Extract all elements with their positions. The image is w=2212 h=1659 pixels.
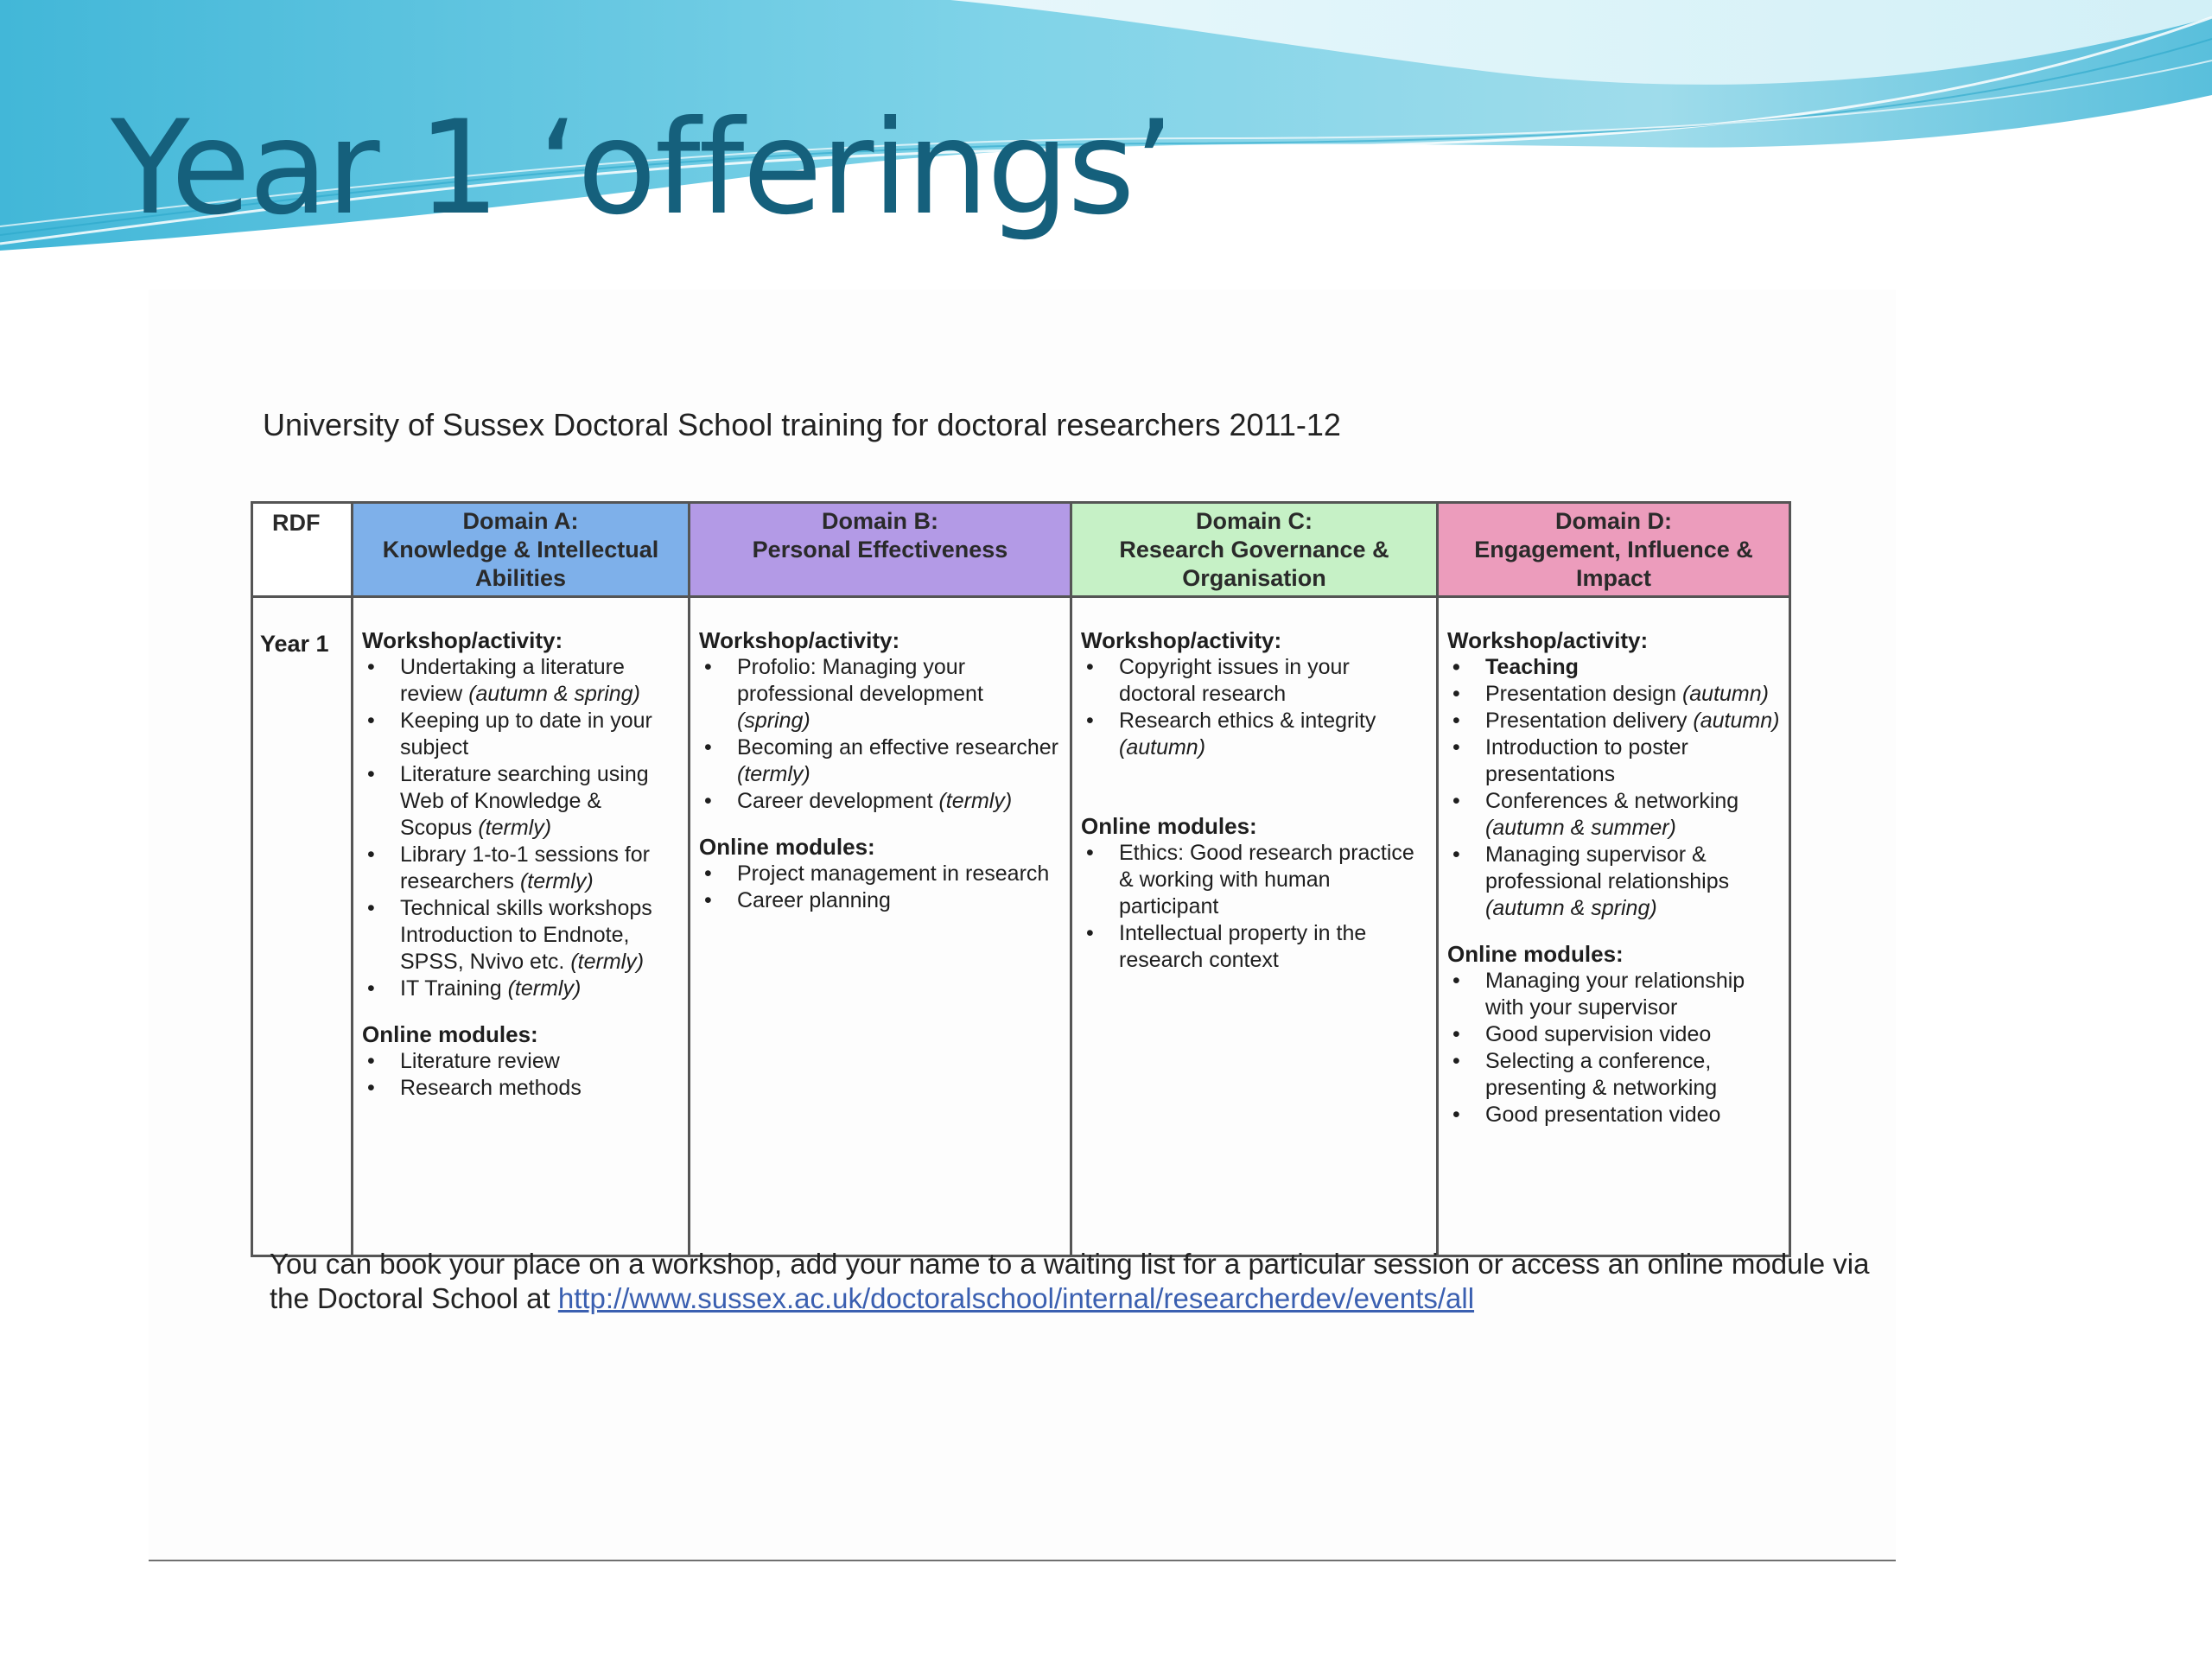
domain-a-cell [353,597,690,1256]
booking-note-text: You can book your place on a workshop, add your name to a waiting list for a particular session or access an online module via the Doctoral School at [270,1248,1870,1314]
online-heading: Online modules: [699,834,875,860]
domain-a-label: Domain A: [462,508,579,534]
list-item: • Good supervision video [1447,1021,1780,1048]
online-heading: Online modules: [362,1021,538,1047]
domain-c-online-list [1081,840,1427,974]
domain-a-subtitle: Knowledge & Intellectual Abilities [382,537,659,591]
table-header-row [252,503,1790,597]
list-item: • Teaching [1447,654,1780,681]
list-item: • Library 1-to-1 sessions for researchers (termly) [362,842,679,895]
list-item: • Becoming an effective researcher (termly) [699,734,1061,788]
workshop-heading: Workshop/activity: [699,627,900,653]
list-item: • Presentation delivery (autumn) [1447,708,1780,734]
domain-d-online-list [1447,968,1780,1128]
list-item: • Research ethics & integrity (autumn) [1081,708,1427,761]
domain-a-online-list [362,1048,679,1102]
domain-b-workshop-list [699,654,1061,815]
list-item: • Selecting a conference, presenting & networking [1447,1048,1780,1102]
domain-a-workshop-list [362,654,679,1002]
list-item: • Profolio: Managing your professional development (spring) [699,654,1061,734]
domain-d-workshop-list [1447,654,1780,922]
list-item: • Literature searching using Web of Knowledge & Scopus (termly) [362,761,679,842]
rdf-header: RDF [252,503,353,597]
domain-b-cell [690,597,1071,1256]
document-heading: University of Sussex Doctoral School training for doctoral researchers 2011-12 [263,407,1341,442]
training-table [251,501,1791,1257]
domain-d-header [1438,503,1790,597]
row-label-year-1: Year 1 [252,597,353,1256]
list-item: • IT Training (termly) [362,976,679,1002]
domain-c-workshop-list [1081,654,1427,761]
list-item: • Managing your relationship with your supervisor [1447,968,1780,1021]
booking-note [270,1247,1894,1316]
workshop-heading: Workshop/activity: [1081,627,1282,653]
domain-b-label: Domain B: [822,508,938,534]
list-item: • Research methods [362,1075,679,1102]
domain-d-subtitle: Engagement, Influence & Impact [1474,537,1753,591]
scanned-document [149,289,1896,1561]
list-item: • Project management in research [699,861,1061,887]
list-item: • Technical skills workshops Introduction to Endnote, SPSS, Nvivo etc. (termly) [362,895,679,976]
list-item: • Presentation design (autumn) [1447,681,1780,708]
domain-c-label: Domain C: [1196,508,1313,534]
online-heading: Online modules: [1081,813,1257,839]
year-1-row [252,597,1790,1256]
list-item: • Undertaking a literature review (autumn & spring) [362,654,679,708]
list-item: • Introduction to poster presentations [1447,734,1780,788]
list-item: • Keeping up to date in your subject [362,708,679,761]
domain-b-online-list [699,861,1061,914]
domain-b-subtitle: Personal Effectiveness [752,537,1008,563]
workshop-heading: Workshop/activity: [1447,627,1649,653]
list-item: • Good presentation video [1447,1102,1780,1128]
domain-d-cell [1438,597,1790,1256]
list-item: • Intellectual property in the research context [1081,920,1427,974]
events-link[interactable]: http://www.sussex.ac.uk/doctoralschool/internal/researcherdev/events/all [557,1282,1475,1314]
list-item: • Literature review [362,1048,679,1075]
workshop-heading: Workshop/activity: [362,627,563,653]
domain-c-cell [1071,597,1438,1256]
list-item: • Conferences & networking (autumn & summer) [1447,788,1780,842]
list-item: • Career planning [699,887,1061,914]
list-item: • Ethics: Good research practice & working with human participant [1081,840,1427,920]
slide-title: Year 1 ‘offerings’ [111,93,1173,244]
domain-d-label: Domain D: [1555,508,1672,534]
list-item: • Career development (termly) [699,788,1061,815]
domain-c-subtitle: Research Governance & Organisation [1119,537,1389,591]
online-heading: Online modules: [1447,941,1624,967]
domain-a-header [353,503,690,597]
list-item: • Copyright issues in your doctoral research [1081,654,1427,708]
list-item: • Managing supervisor & professional relationships (autumn & spring) [1447,842,1780,922]
domain-b-header [690,503,1071,597]
domain-c-header [1071,503,1438,597]
